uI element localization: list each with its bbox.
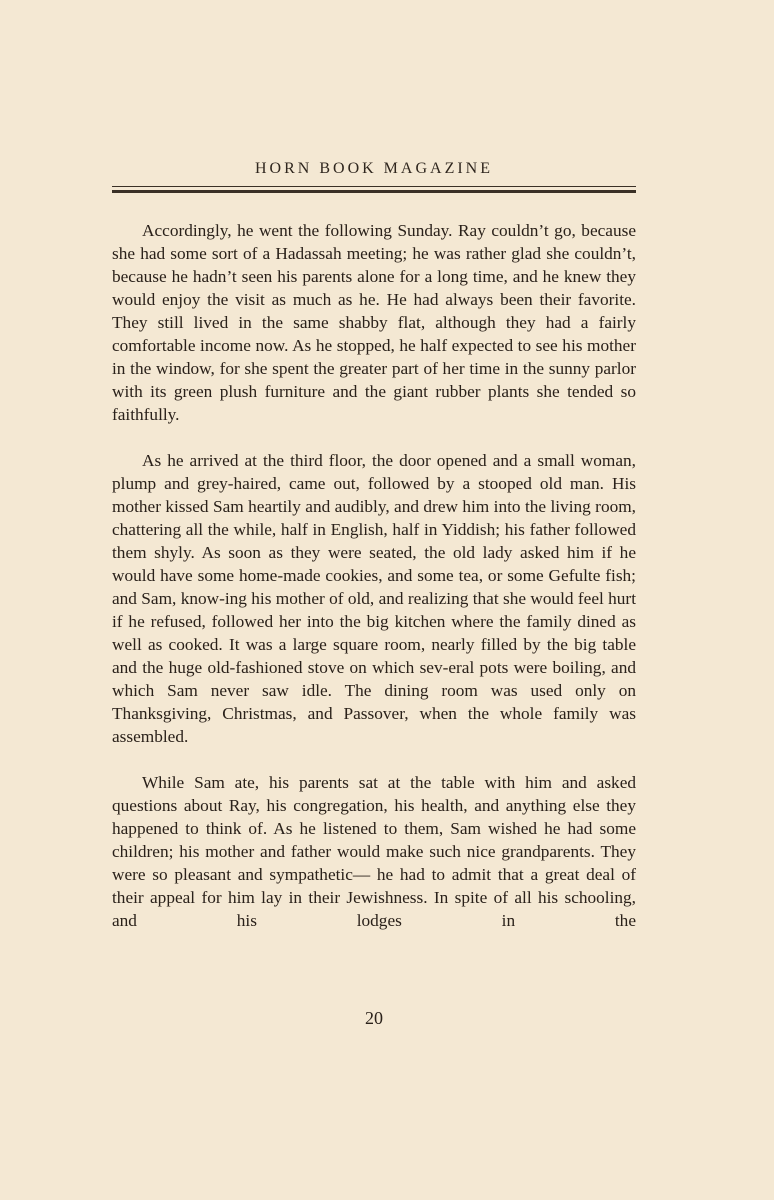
running-header: HORN BOOK MAGAZINE — [255, 160, 493, 177]
header-rule-thick — [112, 190, 636, 193]
paragraph-3: While Sam ate, his parents sat at the table with him and asked questions about Ray, his congregation, his health, and anything else they happened to think of. As he listened to them, Sam wished he had some children; his mother and father would make such nice grandparents. They were so pleasant and sympathetic— he had to admit that a great deal of their appeal for him lay in their Jewishness. In spite of all his schooling, and his lodges in the — [112, 773, 636, 930]
page-number: 20 — [365, 1008, 383, 1028]
body-text — [112, 219, 636, 932]
paragraph-1: Accordingly, he went the following Sunday. Ray couldn’t go, because she had some sort of a Hadassah meeting; he was rather glad she couldn’t, because he hadn’t seen his parents alone for a long time, and he knew they would enjoy the visit as much as he. He had always been their favorite. They still lived in the same shabby flat, although they had a fairly comfortable income now. As he stopped, he half expected to see his mother in the window, for she spent the greater part of her time in the sunny parlor with its green plush furniture and the giant rubber plants she tended so faithfully. — [112, 221, 636, 424]
header-rule-thin — [112, 186, 636, 187]
paragraph-2: As he arrived at the third floor, the door opened and a small woman, plump and grey-haired, came out, followed by a stooped old man. His mother kissed Sam heartily and audibly, and drew him into the living room, chattering all the while, half in English, half in Yiddish; his father followed them shyly. As soon as they were seated, the old lady asked him if he would have some home-made cookies, and some tea, or some Gefulte fish; and Sam, know-ing his mother of old, and realizing that she would feel hurt if he refused, followed her into the big kitchen where the family dined as well as cooked. It was a large square room, nearly filled by the big table and the huge old-fashioned stove on which sev-eral pots were boiling, and which Sam never saw idle. The dining room was used only on Thanksgiving, Christmas, and Passover, when the whole family was assembled. — [112, 451, 636, 746]
